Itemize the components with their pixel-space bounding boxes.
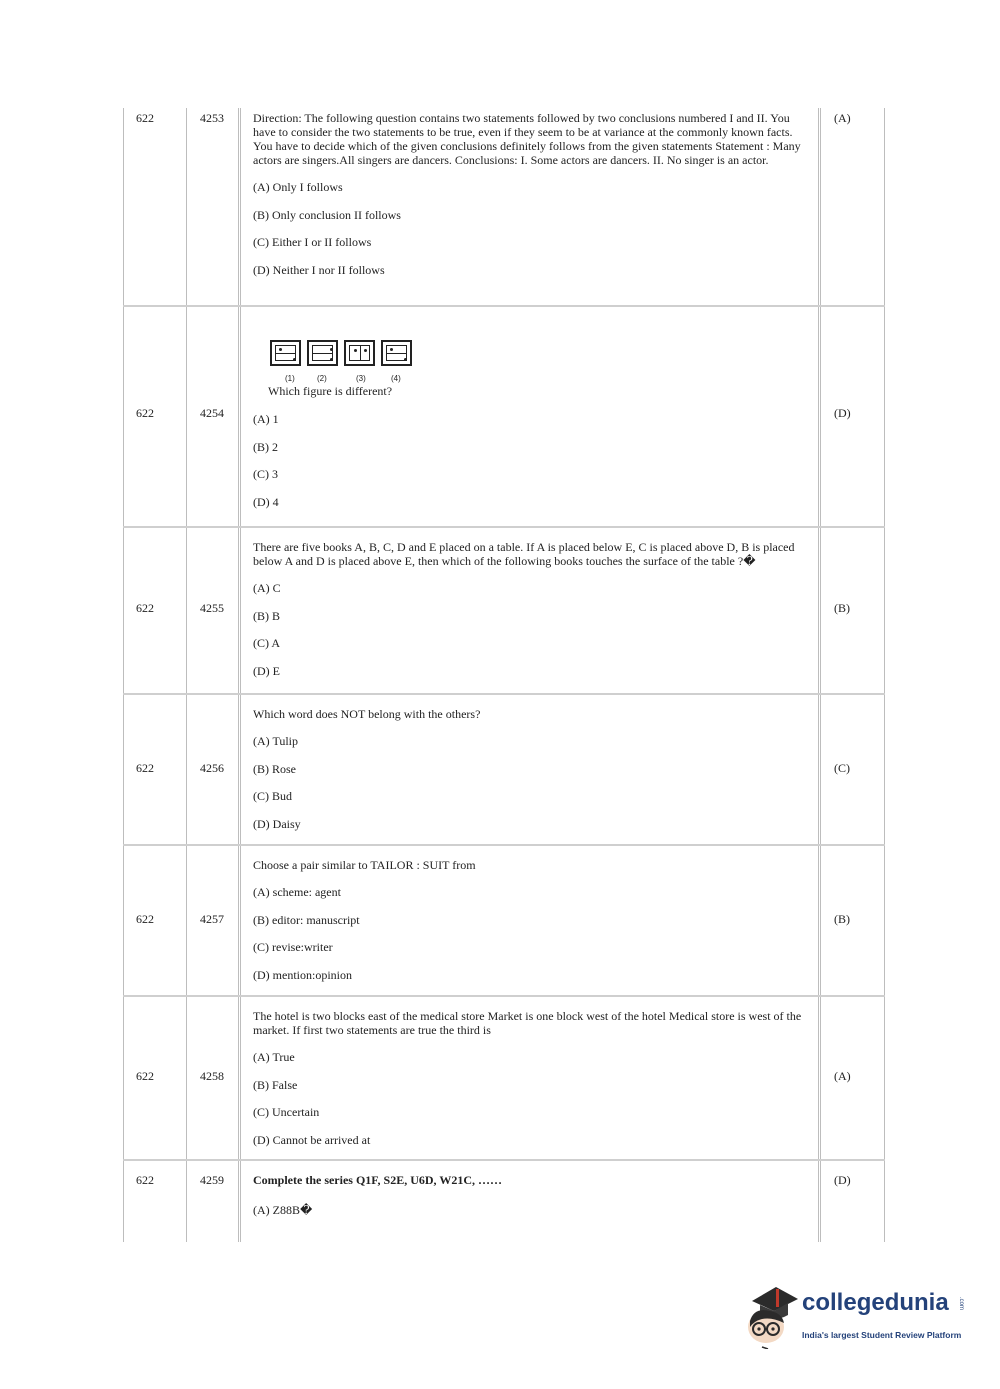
question-id: 4256 bbox=[200, 761, 224, 775]
set-number: 622 bbox=[136, 111, 154, 125]
option-c: (C) Uncertain bbox=[253, 1105, 320, 1119]
option-a: (A) scheme: agent bbox=[253, 885, 341, 899]
question-cell bbox=[238, 846, 818, 995]
answer-cell bbox=[818, 528, 885, 693]
answer: (A) bbox=[834, 1069, 851, 1083]
qid-cell bbox=[186, 695, 238, 844]
option-b: (B) Only conclusion II follows bbox=[253, 207, 401, 222]
brand-name: collegedunia bbox=[802, 1289, 949, 1316]
figure-1 bbox=[270, 340, 301, 366]
option-d: (D) Neither I nor II follows bbox=[253, 262, 385, 277]
answer: (B) bbox=[834, 601, 850, 615]
question-text: The hotel is two blocks east of the medical store Market is one block west of the hotel Medical store is west of the market. If first two statements are true the third is bbox=[253, 1009, 802, 1037]
question-id: 4259 bbox=[200, 1173, 224, 1187]
answer-cell bbox=[818, 307, 885, 526]
option-d: (D) E bbox=[253, 663, 280, 678]
table-row bbox=[123, 995, 885, 1159]
answer-cell bbox=[818, 108, 885, 305]
option-a: (A) True bbox=[253, 1050, 295, 1064]
qid-cell bbox=[186, 108, 238, 305]
table-row bbox=[123, 1159, 885, 1242]
option-a: (A) C bbox=[253, 581, 281, 595]
figure-label: (2) bbox=[317, 374, 327, 383]
question-text: Choose a pair similar to TAILOR : SUIT from bbox=[253, 858, 476, 872]
question-text: Which figure is different? bbox=[268, 384, 393, 398]
question-text: Which word does NOT belong with the others? bbox=[253, 707, 481, 721]
option-d: (D) Daisy bbox=[253, 816, 301, 831]
answer: (B) bbox=[834, 912, 850, 926]
table-row bbox=[123, 844, 885, 995]
option-c: (C) A bbox=[253, 636, 280, 650]
figure-4 bbox=[381, 340, 412, 366]
qid-cell bbox=[186, 997, 238, 1159]
answer: (D) bbox=[834, 1173, 851, 1187]
qid-cell bbox=[186, 307, 238, 526]
set-cell bbox=[123, 695, 186, 844]
qid-cell bbox=[186, 528, 238, 693]
answer: (C) bbox=[834, 761, 850, 775]
question-text: Complete the series Q1F, S2E, U6D, W21C, …… bbox=[253, 1173, 502, 1187]
question-cell bbox=[238, 997, 818, 1159]
question-id: 4253 bbox=[200, 111, 224, 125]
question-text: There are five books A, B, C, D and E placed on a table. If A is placed below E, C is placed above D, B is placed below A and D is placed above E, then which of the following books touches the surface of the table ?� bbox=[253, 540, 795, 568]
question-table bbox=[123, 108, 885, 1242]
set-cell bbox=[123, 846, 186, 995]
figure-series bbox=[270, 340, 420, 398]
option-c: (C) Either I or II follows bbox=[253, 235, 372, 249]
option-a: (A) Tulip bbox=[253, 734, 299, 748]
question-cell bbox=[238, 1161, 818, 1242]
answer: (A) bbox=[834, 111, 851, 125]
set-cell bbox=[123, 528, 186, 693]
option-b: (B) 2 bbox=[253, 439, 278, 454]
question-id: 4257 bbox=[200, 912, 224, 926]
set-number: 622 bbox=[136, 1173, 154, 1187]
table-row bbox=[123, 305, 885, 526]
set-cell bbox=[123, 108, 186, 305]
table-row bbox=[123, 693, 885, 844]
set-number: 622 bbox=[136, 761, 154, 775]
answer-cell bbox=[818, 846, 885, 995]
figure-label: (1) bbox=[285, 374, 295, 383]
qid-cell bbox=[186, 846, 238, 995]
figure-label: (3) bbox=[356, 374, 366, 383]
set-cell bbox=[123, 1161, 186, 1242]
figure-label: (4) bbox=[391, 374, 401, 383]
question-text: Direction: The following question contains two statements followed by two conclusions numbered I and II. You have to consider the two statements to be true, even if they seem to be at variance at the commonly known facts. You have to decide which of the given conclusions definitely follows from the given statements Statement : Many actors are singers.All singers are dancers. Conclusions: I. Some actors are dancers. II. No singer is an actor. bbox=[253, 111, 801, 167]
brand-logo bbox=[742, 1283, 982, 1353]
set-cell bbox=[123, 307, 186, 526]
question-id: 4254 bbox=[200, 406, 224, 420]
qid-cell bbox=[186, 1161, 238, 1242]
figure-3 bbox=[344, 340, 375, 366]
option-c: (C) 3 bbox=[253, 467, 278, 481]
brand-tagline: India's largest Student Review Platform bbox=[802, 1330, 962, 1340]
option-a: (A) 1 bbox=[253, 412, 279, 426]
option-c: (C) revise:writer bbox=[253, 940, 333, 954]
question-cell bbox=[238, 528, 818, 693]
table-row bbox=[123, 526, 885, 693]
set-number: 622 bbox=[136, 601, 154, 615]
option-b: (B) False bbox=[253, 1077, 298, 1092]
set-number: 622 bbox=[136, 1069, 154, 1083]
answer-cell bbox=[818, 695, 885, 844]
option-a: (A) Z88B� bbox=[253, 1203, 313, 1217]
answer: (D) bbox=[834, 406, 851, 420]
set-cell bbox=[123, 997, 186, 1159]
brand-suffix: .com bbox=[958, 1297, 964, 1311]
question-cell bbox=[238, 307, 818, 526]
option-d: (D) 4 bbox=[253, 494, 279, 509]
question-id: 4258 bbox=[200, 1069, 224, 1083]
student-mascot-icon bbox=[742, 1283, 800, 1349]
option-b: (B) editor: manuscript bbox=[253, 912, 360, 927]
set-number: 622 bbox=[136, 912, 154, 926]
option-d: (D) mention:opinion bbox=[253, 967, 352, 982]
answer-cell bbox=[818, 1161, 885, 1242]
question-id: 4255 bbox=[200, 601, 224, 615]
option-c: (C) Bud bbox=[253, 789, 292, 803]
option-d: (D) Cannot be arrived at bbox=[253, 1132, 371, 1147]
figure-2 bbox=[307, 340, 338, 366]
set-number: 622 bbox=[136, 406, 154, 420]
option-a: (A) Only I follows bbox=[253, 180, 343, 194]
option-b: (B) Rose bbox=[253, 761, 296, 776]
table-row bbox=[123, 108, 885, 305]
question-cell bbox=[238, 695, 818, 844]
option-b: (B) B bbox=[253, 608, 280, 623]
question-cell bbox=[238, 108, 818, 305]
answer-cell bbox=[818, 997, 885, 1159]
